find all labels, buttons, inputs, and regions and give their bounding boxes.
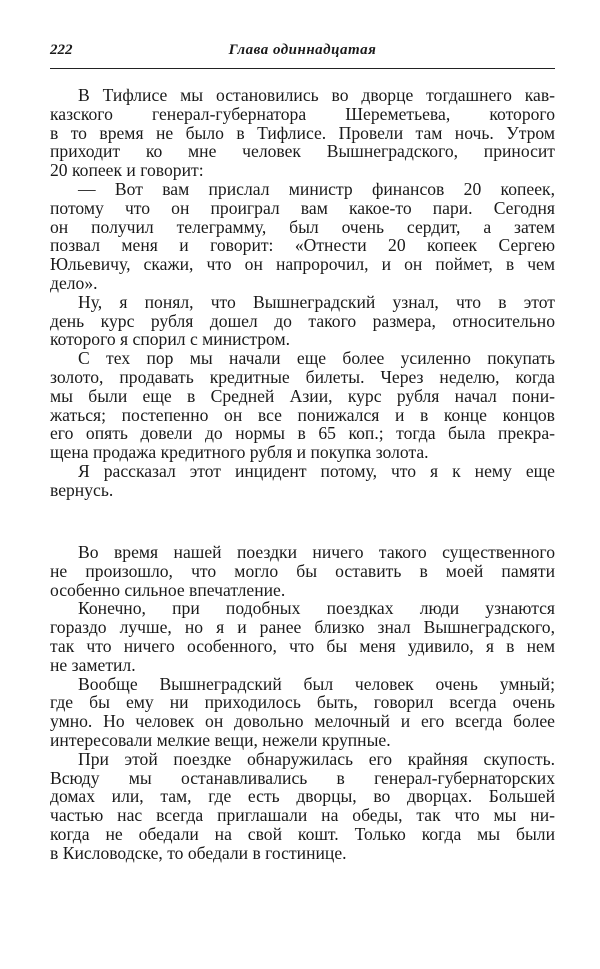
text-section-2 [50,543,555,863]
paragraph [50,293,555,349]
text-line: дело». [50,272,98,293]
text-line: позвал меня и говорит: «Отнести 20 копеек Сергею [50,235,555,256]
text-line: когда не обедали на свой кошт. Только когда мы были [50,823,555,844]
text-line: умно. Но человек он довольно мелочный и его всегда более [50,711,555,732]
text-line: интересовали мелкие вещи, нежели крупные. [50,729,391,750]
text-line: Конечно, при подобных поездках люди узнаются [78,598,555,619]
text-line: не заметил. [50,654,136,675]
text-line: где бы ему ни приходилось быть, говорил всегда очень [50,692,555,713]
text-line: 20 копеек и говорит: [50,160,204,181]
running-header [50,42,555,64]
text-line: — Вот вам прислал министр финансов 20 копеек, [78,178,555,199]
text-line: которого я спорил с министром. [50,329,291,350]
paragraph [50,349,555,462]
page-number: 222 [50,42,73,58]
text-section-1 [50,86,555,500]
text-line: гораздо лучше, но я и ранее близко знал Вышнеградского, [50,617,555,638]
text-line: Во время нашей поездки ничего такого существенного [78,542,555,562]
text-line: вернусь. [50,479,114,500]
text-line: в Кисловодске, то обедали в гостинице. [50,842,347,863]
text-line: Я рассказал этот инцидент потому, что я к нему еще [78,460,555,481]
text-line: Ну, я понял, что Вышнеградский узнал, что в этот [78,291,555,312]
paragraph [50,86,555,180]
text-line: мы были еще в Средней Азии, курс рубля начал пони- [50,385,555,406]
text-line: частью нас всегда приглашали на обеды, так что мы ни- [50,805,555,826]
text-line: домах или, там, где есть дворцы, во дворцах. Большей [50,786,555,807]
text-line: потому что он проиграл вам какое-то пари. Сегодня [50,197,555,218]
text-line: день курс рубля дошел до такого размера, относительно [50,310,555,331]
text-line: Всюду мы останавливались в генерал-губернаторских [50,767,555,788]
text-line: казского генерал-губернатора Шереметьева, которого [50,103,555,124]
paragraph [50,675,555,750]
text-line: он получил телеграмму, был очень сердит, а затем [50,216,555,237]
text-line: не произошло, что могло бы оставить в моей памяти [50,560,555,581]
paragraph [50,543,555,599]
text-line: приходит ко мне человек Вышнеградского, приносит [50,141,555,162]
text-line: Вообще Вышнеградский был человек очень умный; [78,673,555,694]
running-title: Глава одиннадцатая [228,42,377,58]
header-rule [50,68,555,69]
paragraph [50,750,555,863]
text-line: так что ничего особенного, что бы меня удивило, я в нем [50,635,555,656]
text-line: При этой поездке обнаружилась его крайняя скупость. [78,748,555,769]
text-line: В Тифлисе мы остановились во дворце тогдашнего кав- [78,85,555,105]
text-line: щена продажа кредитного рубля и покупка золота. [50,442,429,463]
text-line: С тех пор мы начали еще более усиленно покупать [78,348,555,369]
text-line: золото, продавать кредитные билеты. Через неделю, когда [50,366,555,387]
text-line: в то время не было в Тифлисе. Провели там ночь. Утром [50,122,555,143]
paragraph [50,462,555,500]
paragraph [50,599,555,674]
text-line: его опять довели до нормы в 65 коп.; тогда была прекра- [50,423,555,444]
text-line: жаться; постепенно он все понижался и в конце концов [50,404,555,425]
text-line: Юльевичу, скажи, что он напророчил, и он поймет, в чем [50,254,555,275]
text-line: особенно сильное впечатление. [50,579,286,600]
paragraph [50,180,555,293]
